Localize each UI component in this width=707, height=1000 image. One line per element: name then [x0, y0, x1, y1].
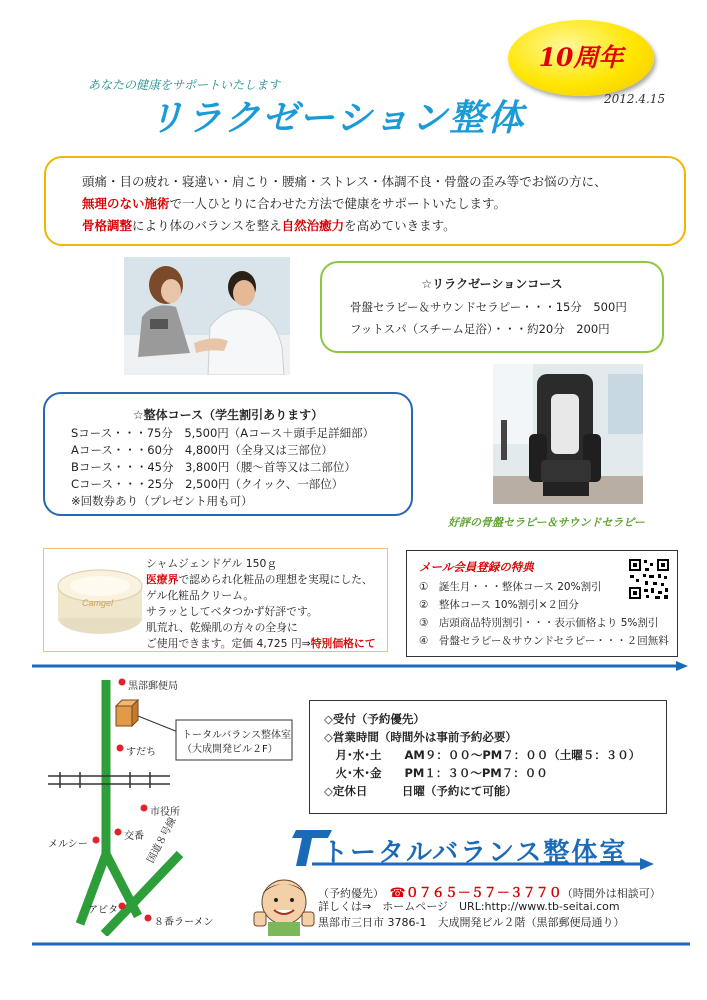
bottom-divider-line — [30, 938, 694, 952]
gel-line-2-rest: で認められ化粧品の理想を実現にした、 — [178, 573, 373, 586]
massage-chair-photo — [493, 364, 643, 504]
intro-line-3-mid: により体のバランスを整え — [132, 218, 282, 233]
seitai-course-item: Sコース・・・75分 5,500円（Aコース＋頭手足詳細部） — [71, 426, 375, 440]
member-benefit-item: ② 整体コース 10%割引×２回分 — [419, 599, 579, 611]
gel-line-6-prefix: ご使用できます。定価 4,725 円⇒ — [146, 637, 311, 650]
map-label-post-office: 黒部郵便局 — [128, 681, 178, 692]
gel-line-1: シャムジェンドゲル 150ｇ — [146, 557, 278, 570]
hours-line: ◇受付（予約優先） — [324, 712, 425, 726]
hours-line: ◇定休日 日曜（予約にて可能） — [324, 784, 517, 798]
intro-line-1: 頭痛・目の疲れ・寝違い・肩こり・腰痛・ストレス・体調不良・骨盤の歪み等でお悩の方に、 — [82, 174, 607, 189]
member-benefit-item: ④ 骨盤セラピー＆サウンドセラピー・・・２回無料 — [419, 635, 669, 647]
tagline: あなたの健康をサポートいたします — [88, 78, 281, 92]
gel-highlight-special-price: 特別価格にて — [310, 637, 376, 650]
massage-chair-illustration — [493, 364, 643, 504]
member-benefit-item: ③ 店頭商品特別割引・・・表示価格より 5%割引 — [419, 617, 659, 629]
map-label-apita: アピタ — [88, 905, 118, 916]
seitai-course-heading: ☆整体コース（学生割引あります） — [132, 408, 324, 422]
date: 2012.4.15 — [604, 92, 666, 106]
relaxation-course-heading: ☆リラクゼーションコース — [421, 277, 563, 291]
map-label-mercy: メルシー — [48, 839, 88, 850]
intro-line-3-end: を高めていきます。 — [344, 218, 456, 233]
intro-line-2-rest: で一人ひとりに合わせた方法で健康をサポートいたします。 — [169, 196, 507, 211]
gel-line-3: ゲル化粧品クリーム。 — [146, 589, 255, 602]
gel-jar-image — [52, 556, 147, 642]
gel-line-6 — [146, 636, 376, 651]
business-hours-box — [309, 700, 667, 814]
footer-address: 黒部市三日市 3786-1 大成開発ビル２階（黒部郵便局通り） — [318, 916, 625, 929]
map-label-shop-building: （大成開発ビル２F） — [182, 744, 278, 755]
intro-line-2 — [82, 194, 506, 212]
relaxation-course-item: フットスパ（スチーム足浴）・・・約20分 200円 — [350, 322, 610, 336]
map-label-shop: トータルバランス整体室 — [182, 730, 291, 741]
map-label-police-box: 交番 — [124, 831, 144, 842]
treatment-photo-illustration — [124, 257, 290, 375]
brand-name: トータルバランス整体室 — [322, 838, 628, 868]
seitai-course-note: ※回数券あり（プレゼント用も可） — [71, 494, 253, 508]
page-title: リラクゼーション整体 — [148, 97, 526, 139]
gel-highlight-medical: 医療界 — [146, 573, 179, 586]
footer-phone-note: （時間外は相談可） — [561, 887, 661, 900]
footer-details[interactable]: 詳しくは⇒ ホームページ URL:http://www.tb-seitai.com — [318, 900, 620, 913]
intro-box — [44, 156, 686, 246]
member-benefits-heading: メール会員登録の特典 — [419, 560, 534, 574]
map-label-route-8: 国道８号線 — [145, 815, 179, 866]
map-label-sudachi: すだち — [126, 747, 156, 758]
anniversary-badge-text: 10周年 — [538, 43, 624, 72]
intro-highlight-skeletal: 骨格調整 — [82, 218, 133, 233]
gel-line-4: サラッとしてベタつかず好評です。 — [146, 605, 318, 618]
map-label-ramen: ８番ラーメン — [154, 917, 214, 928]
intro-highlight-gentle: 無理のない施術 — [82, 196, 170, 211]
treatment-photo — [124, 257, 290, 375]
qr-code[interactable] — [628, 558, 670, 600]
hours-line: 火･木･金 PM１：３０～PM７：００ — [324, 766, 548, 780]
footer-reservation: （予約優先） — [318, 887, 379, 900]
seitai-course-item: Bコース・・・45分 3,800円（腰～首等又は二部位） — [71, 460, 356, 474]
seitai-course-box — [43, 392, 413, 516]
chair-photo-caption: 好評の骨盤セラピー＆サウンドセラピー — [448, 516, 645, 529]
svg-text:Camgel: Camgel — [82, 598, 114, 608]
intro-line-3 — [82, 216, 456, 234]
seitai-course-item: Cコース・・・25分 2,500円（クイック、一部位） — [71, 477, 344, 491]
relaxation-course-box — [320, 261, 664, 353]
map-label-city-hall: 市役所 — [150, 807, 180, 818]
member-benefit-item: ① 誕生月・・・整体コース 20%割引 — [419, 581, 602, 593]
hours-line: ◇営業時間（時間外は事前予約必要） — [324, 730, 517, 744]
gel-line-5: 肌荒れ、乾燥肌の方々の全身に — [146, 621, 298, 634]
top-divider-arrow — [30, 660, 690, 674]
intro-highlight-healing: 自然治癒力 — [281, 218, 345, 233]
seitai-course-item: Aコース・・・60分 4,800円（全身又は三部位） — [71, 443, 333, 457]
footer-phone[interactable]: ☎０７６５－５７－３７７０ — [389, 886, 562, 901]
mascot-thumbs-up-icon — [252, 872, 316, 936]
gel-line-2 — [146, 572, 373, 587]
relaxation-course-item: 骨盤セラピー＆サウンドセラピー・・・15分 500円 — [350, 300, 627, 314]
hours-line: 月･水･土 AM９：００～PM７：００（土曜５：３０） — [324, 748, 641, 762]
